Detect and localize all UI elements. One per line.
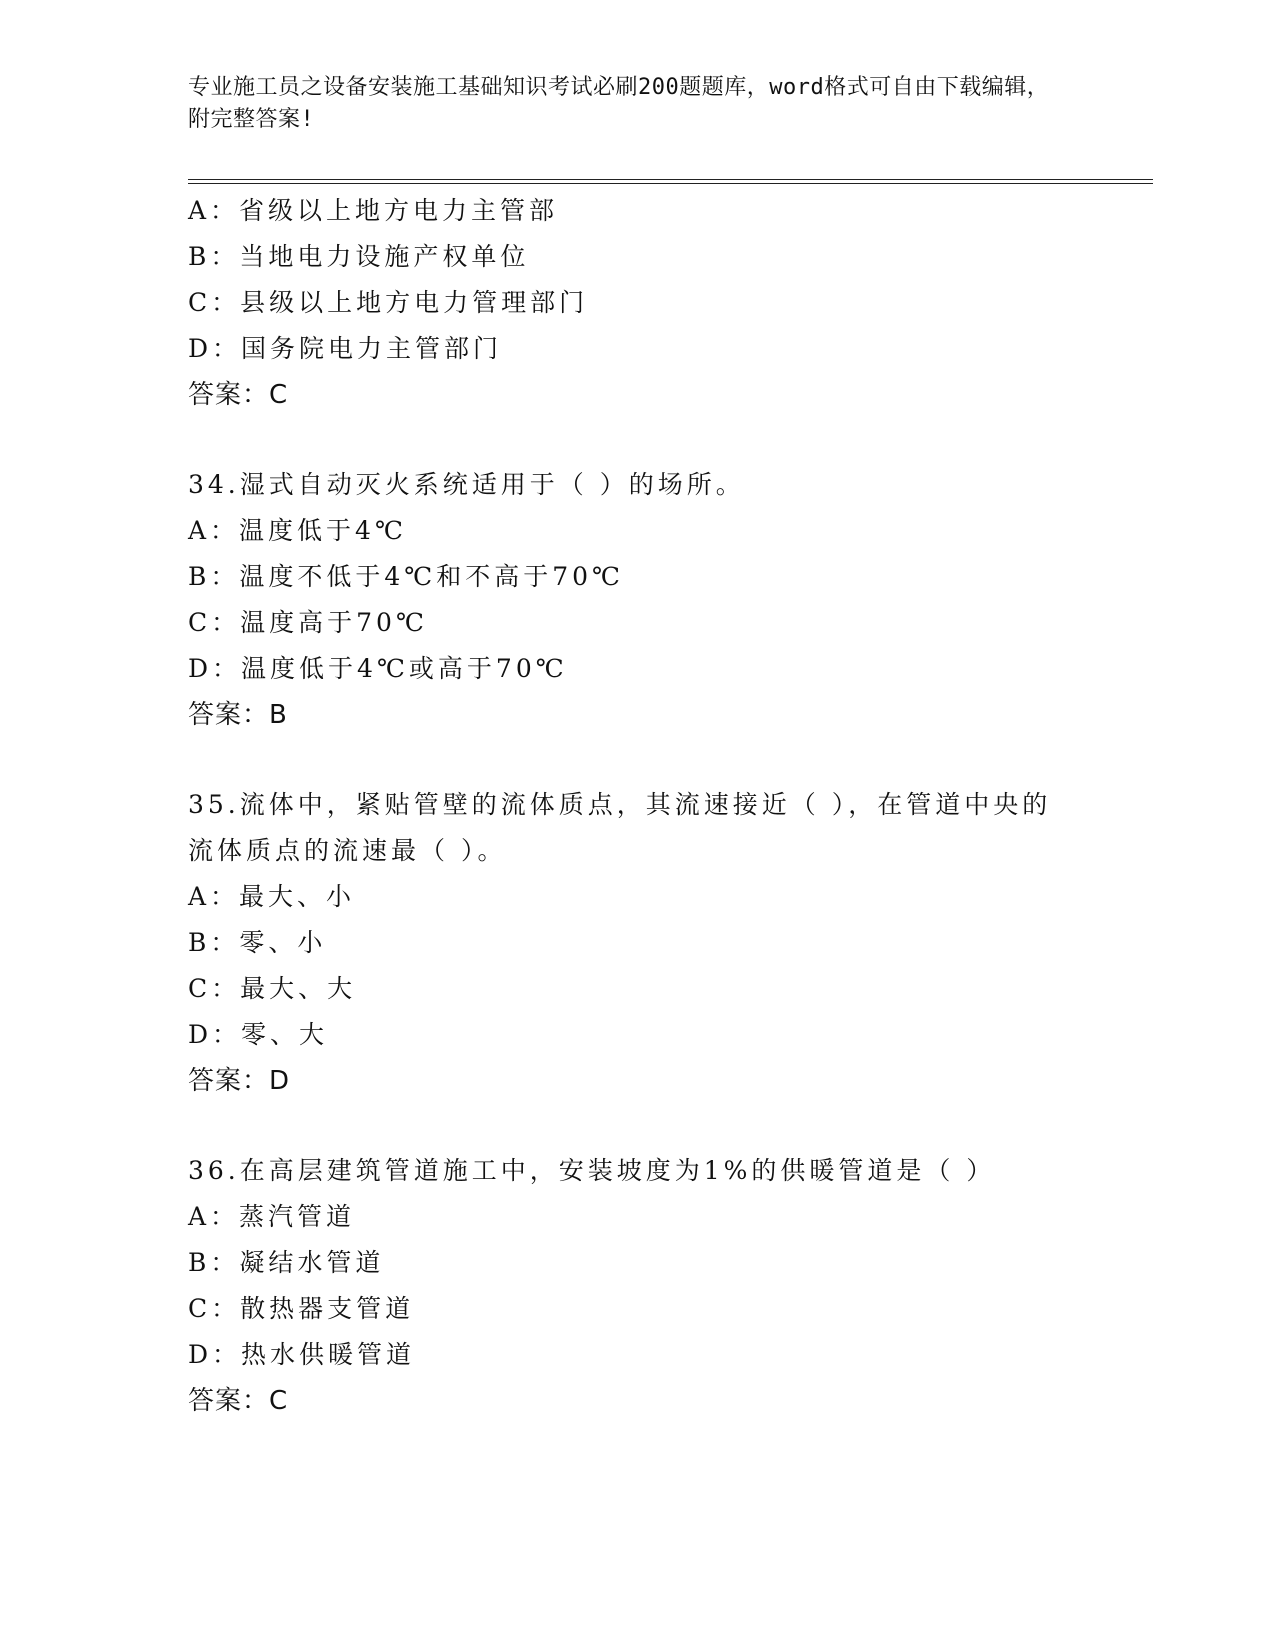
option-d: D：温度低于4℃或高于70℃ xyxy=(188,654,568,683)
answer-line: 答案：D xyxy=(188,1066,291,1096)
header-divider-top xyxy=(188,179,1153,180)
question-stem: 34.湿式自动灭火系统适用于（ ）的场所。 xyxy=(188,470,745,499)
option-c: C：最大、大 xyxy=(188,974,357,1003)
option-c: C：县级以上地方电力管理部门 xyxy=(188,288,589,317)
question-34 xyxy=(188,462,1088,738)
option-b: B：当地电力设施产权单位 xyxy=(188,242,530,271)
answer-line: 答案：C xyxy=(188,1386,289,1416)
question-stem: 35.流体中，紧贴管壁的流体质点，其流速接近（ ），在管道中央的流体质点的流速最（ ）。 xyxy=(188,790,1052,865)
question-list xyxy=(188,188,1088,1424)
option-a: A：省级以上地方电力主管部 xyxy=(188,196,559,225)
question-36 xyxy=(188,1148,1088,1424)
option-b: B：温度不低于4℃和不高于70℃ xyxy=(188,562,625,591)
answer-line: 答案：B xyxy=(188,700,288,730)
option-a: A：温度低于4℃ xyxy=(188,516,407,545)
option-b: B：零、小 xyxy=(188,928,327,957)
option-b: B：凝结水管道 xyxy=(188,1248,385,1277)
option-d: D：零、大 xyxy=(188,1020,329,1049)
option-d: D：热水供暖管道 xyxy=(188,1340,416,1369)
option-a: A：最大、小 xyxy=(188,882,356,911)
header-divider-bottom xyxy=(188,183,1153,184)
question-33 xyxy=(188,188,1088,418)
question-stem: 36.在高层建筑管道施工中，安装坡度为1%的供暖管道是（ ） xyxy=(188,1156,996,1185)
option-c: C：温度高于70℃ xyxy=(188,608,428,637)
answer-line: 答案：C xyxy=(188,380,289,410)
document-header: 专业施工员之设备安装施工基础知识考试必刷200题题库，word格式可自由下载编辑，附完整答案! xyxy=(188,75,1050,132)
question-35 xyxy=(188,782,1088,1104)
option-c: C：散热器支管道 xyxy=(188,1294,415,1323)
option-d: D：国务院电力主管部门 xyxy=(188,334,503,363)
option-a: A：蒸汽管道 xyxy=(188,1202,356,1231)
